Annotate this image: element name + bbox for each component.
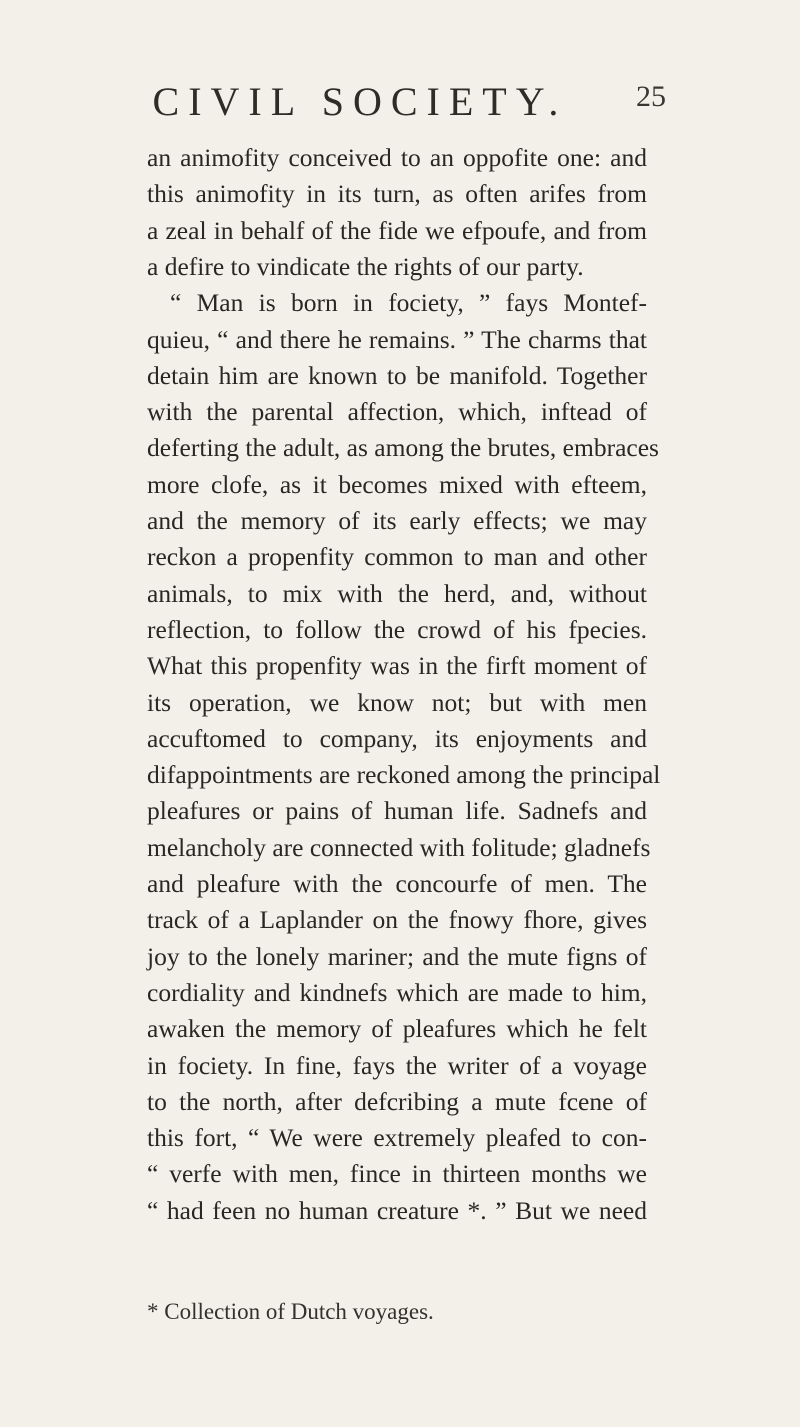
- text-line: What this propenfity was in the firft moment of: [147, 651, 647, 681]
- text-line: this animofity in its turn, as often arifes from: [147, 179, 647, 209]
- text-line: detain him are known to be manifold. Together: [147, 360, 647, 390]
- running-title: CIVIL SOCIETY.: [152, 79, 568, 124]
- text-line: more clofe, as it becomes mixed with efteem,: [147, 469, 647, 499]
- text-line: with the parental affection, which, inftead of: [147, 397, 647, 427]
- text-line: a zeal in behalf of the fide we efpoufe, and from: [147, 215, 647, 245]
- text-line: to the north, after defcribing a mute fcene of: [147, 1086, 647, 1116]
- text-line: a defire to vindicate the rights of our party.: [147, 251, 584, 281]
- text-line: and the memory of its early effects; we may: [147, 506, 647, 535]
- text-line: in fociety. In fine, fays the writer of a voyage: [147, 1050, 647, 1080]
- text-line: joy to the lonely mariner; and the mute figns of: [147, 941, 647, 971]
- text-line: quieu, “ and there he remains. ” The charms that: [147, 324, 647, 354]
- text-line: this fort, “ We were extremely pleafed to con-: [147, 1123, 647, 1153]
- text-line: animals, to mix with the herd, and, without: [147, 578, 647, 608]
- text-line: pleafures or pains of human life. Sadnefs and: [147, 796, 647, 826]
- text-line: difappointments are reckoned among the principal: [147, 760, 661, 790]
- text-line: deferting the adult, as among the brutes, embraces: [147, 433, 659, 463]
- text-line: track of a Laplander on the fnowy fhore, gives: [147, 905, 647, 935]
- text-line: an animofity conceived to an oppofite one: and: [147, 143, 647, 172]
- text-line: and pleafure with the concourfe of men. The: [147, 869, 647, 898]
- text-line: “ Man is born in fociety, ” fays Montef-: [170, 288, 647, 318]
- text-line: awaken the memory of pleafures which he felt: [147, 1014, 647, 1044]
- text-line: reflection, to follow the crowd of his fpecies.: [147, 614, 647, 644]
- text-line: “ had feen no human creature *. ” But we need: [147, 1195, 647, 1225]
- text-line: “ verfe with men, fince in thirteen months we: [147, 1159, 647, 1189]
- text-line: reckon a propenfity common to man and other: [147, 542, 647, 572]
- text-line: melancholy are connected with folitude; gladnefs: [147, 832, 651, 862]
- text-line: cordiality and kindnefs which are made to him,: [147, 977, 647, 1007]
- text-line: accuftomed to company, its enjoyments and: [147, 723, 647, 753]
- text-line: its operation, we know not; but with men: [147, 687, 647, 717]
- footnote: * Collection of Dutch voyages.: [147, 1299, 434, 1324]
- page-number: 25: [636, 80, 666, 113]
